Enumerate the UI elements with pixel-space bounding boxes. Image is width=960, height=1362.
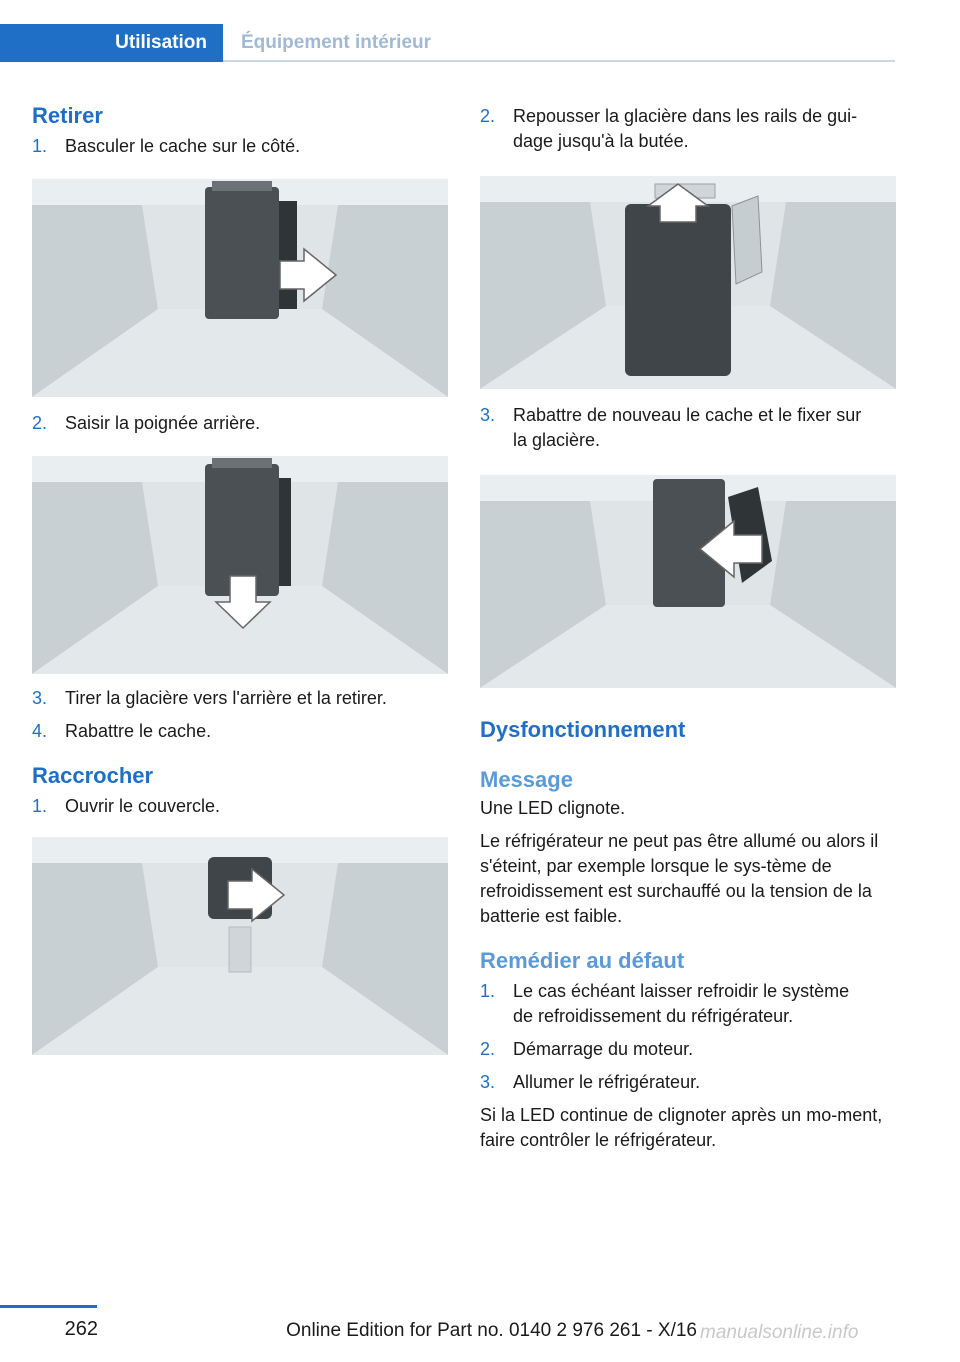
retirer-heading: Retirer: [32, 103, 103, 128]
list-item: [32, 686, 448, 711]
list-item: [480, 403, 896, 453]
step-number: 3.: [480, 1072, 496, 1092]
figure-push-rails: [480, 176, 896, 389]
step-text: Rabattre de nouveau le cache et le fixer sur la glacière.: [513, 405, 862, 450]
list-item: [32, 719, 448, 744]
chapter-tab: [0, 24, 223, 62]
figure-open-lid: [32, 837, 448, 1055]
left-column: [32, 100, 448, 1055]
step-number: 1.: [32, 796, 48, 816]
raccrocher-heading: Raccrocher: [32, 763, 154, 788]
right-column: [480, 100, 896, 1153]
message-detail: Le réfrigérateur ne peut pas être allumé ou alors il s'éteint, par exemple lorsque le sys-tème de refroidissement est surchauffé ou la tension de la batterie est faible.: [480, 831, 879, 926]
step-text: Ouvrir le couvercle.: [65, 796, 221, 816]
watermark: manualsonline.info: [700, 1322, 859, 1343]
list-item: [480, 1037, 896, 1062]
message-heading: Message: [480, 767, 573, 792]
list-item: [480, 104, 896, 154]
list-item: [32, 134, 448, 159]
list-item: [480, 1070, 896, 1095]
header-rule: [223, 60, 895, 62]
figure-tilt-cover: [32, 179, 448, 397]
step-text: Démarrage du moteur.: [513, 1039, 694, 1059]
message-text: Une LED clignote.: [480, 798, 626, 818]
list-item: [32, 411, 448, 436]
step-number: 1.: [480, 981, 496, 1001]
step-number: 2.: [480, 1039, 496, 1059]
figure-fold-cover: [480, 475, 896, 688]
step-text: Basculer le cache sur le côté.: [65, 136, 301, 156]
step-number: 1.: [32, 136, 48, 156]
step-number: 3.: [480, 405, 496, 425]
step-number: 3.: [32, 688, 48, 708]
step-text: Le cas échéant laisser refroidir le système de refroidissement du réfrigérateur.: [513, 981, 850, 1026]
step-text: Allumer le réfrigérateur.: [513, 1072, 701, 1092]
figure-grab-handle: [32, 456, 448, 674]
step-text: Rabattre le cache.: [65, 721, 212, 741]
list-item: [32, 794, 448, 819]
chapter-label: Utilisation: [115, 32, 207, 53]
step-text: Tirer la glacière vers l'arrière et la retirer.: [65, 688, 387, 708]
step-text: Repousser la glacière dans les rails de gui- dage jusqu'à la butée.: [513, 106, 858, 151]
list-item: [480, 979, 896, 1029]
footer-rule: [0, 1305, 97, 1308]
dysfonctionnement-heading: Dysfonctionnement: [480, 717, 686, 742]
step-number: 2.: [480, 106, 496, 126]
step-text: Saisir la poignée arrière.: [65, 413, 261, 433]
edition-note: Online Edition for Part no. 0140 2 976 261 - X/16: [286, 1320, 697, 1341]
section-title: Équipement intérieur: [241, 32, 432, 53]
step-number: 4.: [32, 721, 48, 741]
remedy-heading: Remédier au défaut: [480, 948, 685, 973]
page-number: 262: [64, 1318, 98, 1340]
closing-text: Si la LED continue de clignoter après un mo-ment, faire contrôler le réfrigérateur.: [480, 1105, 883, 1150]
step-number: 2.: [32, 413, 48, 433]
